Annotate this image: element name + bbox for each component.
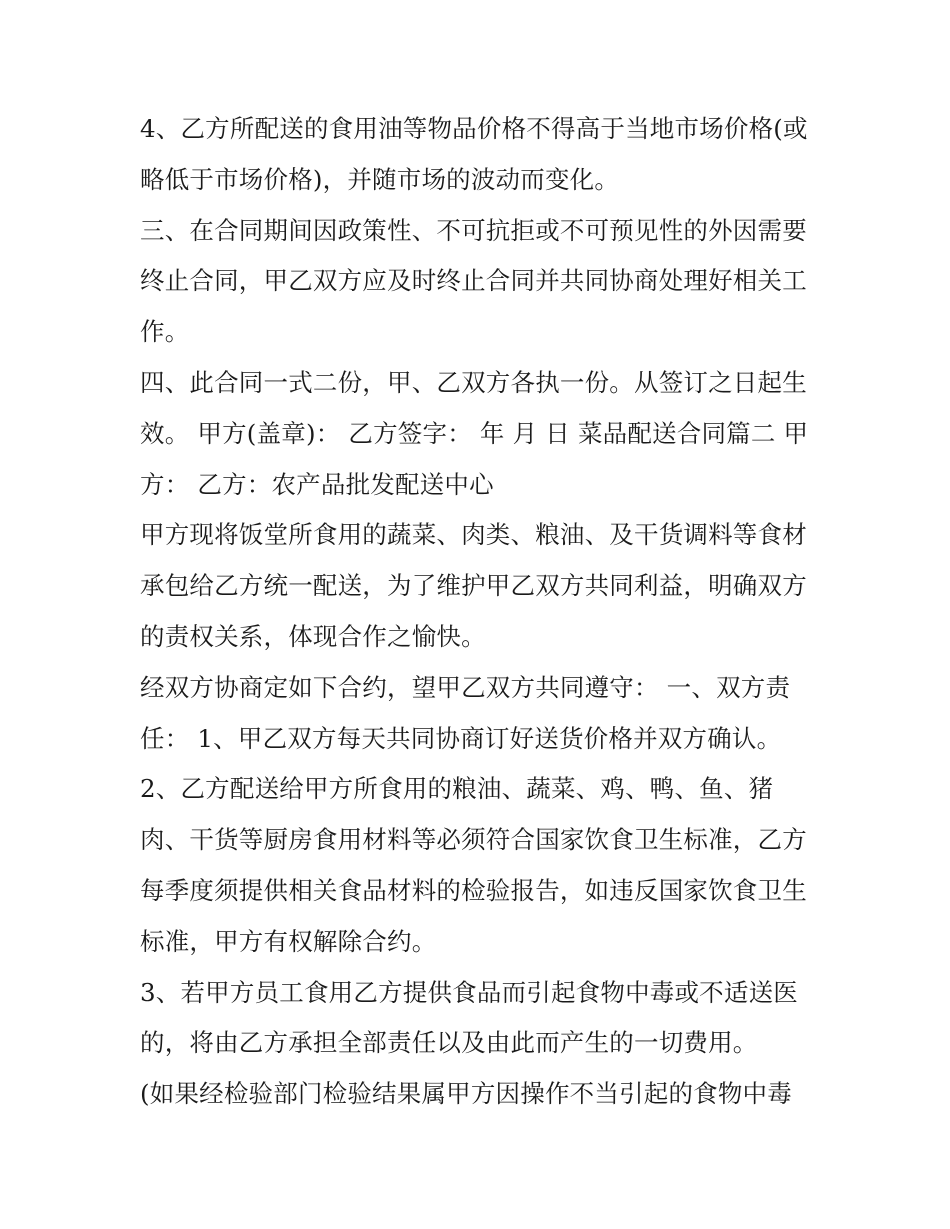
text-line: 甲方现将饭堂所食用的蔬菜、肉类、粮油、及干货调料等食材 (140, 520, 807, 550)
text-line: 肉、干货等厨房食用材料等必须符合国家饮食卫生标准，乙方 (140, 825, 807, 855)
text-line: 标准，甲方有权解除合约。 (140, 926, 437, 956)
text-line: 终止合同，甲乙双方应及时终止合同并共同协商处理好相关工 (140, 266, 807, 296)
text-line: 的责权关系，体现合作之愉快。 (140, 621, 486, 651)
text-line: 4、乙方所配送的食用油等物品价格不得高于当地市场价格(或 (140, 114, 808, 143)
text-line: 略低于市场价格)，并随市场的波动而变化。 (140, 164, 620, 194)
text-line: 三、在合同期间因政策性、不可抗拒或不可预见性的外因需要 (140, 215, 807, 245)
text-line: 作。 (140, 317, 190, 347)
text-line: 2、乙方配送给甲方所食用的粮油、蔬菜、鸡、鸭、鱼、猪 (140, 774, 774, 804)
text-line: 的，将由乙方承担全部责任以及由此而产生的一切费用。 (140, 1028, 758, 1058)
text-line: 经双方协商定如下合约，望甲乙双方共同遵守： 一、双方责 (140, 672, 791, 702)
text-line: 四、此合同一式二份，甲、乙双方各执一份。从签订之日起生 (140, 367, 807, 397)
text-line: 承包给乙方统一配送，为了维护甲乙双方共同利益，明确双方 (140, 571, 807, 601)
text-line: (如果经检验部门检验结果属甲方因操作不当引起的食物中毒 (140, 1079, 792, 1109)
text-line: 方： 乙方：农产品批发配送中心 (140, 469, 494, 499)
text-line: 效。 甲方(盖章)： 乙方签字： 年 月 日 菜品配送合同篇二 甲 (140, 418, 809, 448)
text-line: 任： 1、甲乙双方每天共同协商订好送货价格并双方确认。 (140, 723, 782, 753)
text-line: 3、若甲方员工食用乙方提供食品而引起食物中毒或不适送医 (140, 977, 798, 1007)
document-body (140, 104, 820, 1120)
text-line: 每季度须提供相关食品材料的检验报告，如违反国家饮食卫生 (140, 875, 807, 905)
